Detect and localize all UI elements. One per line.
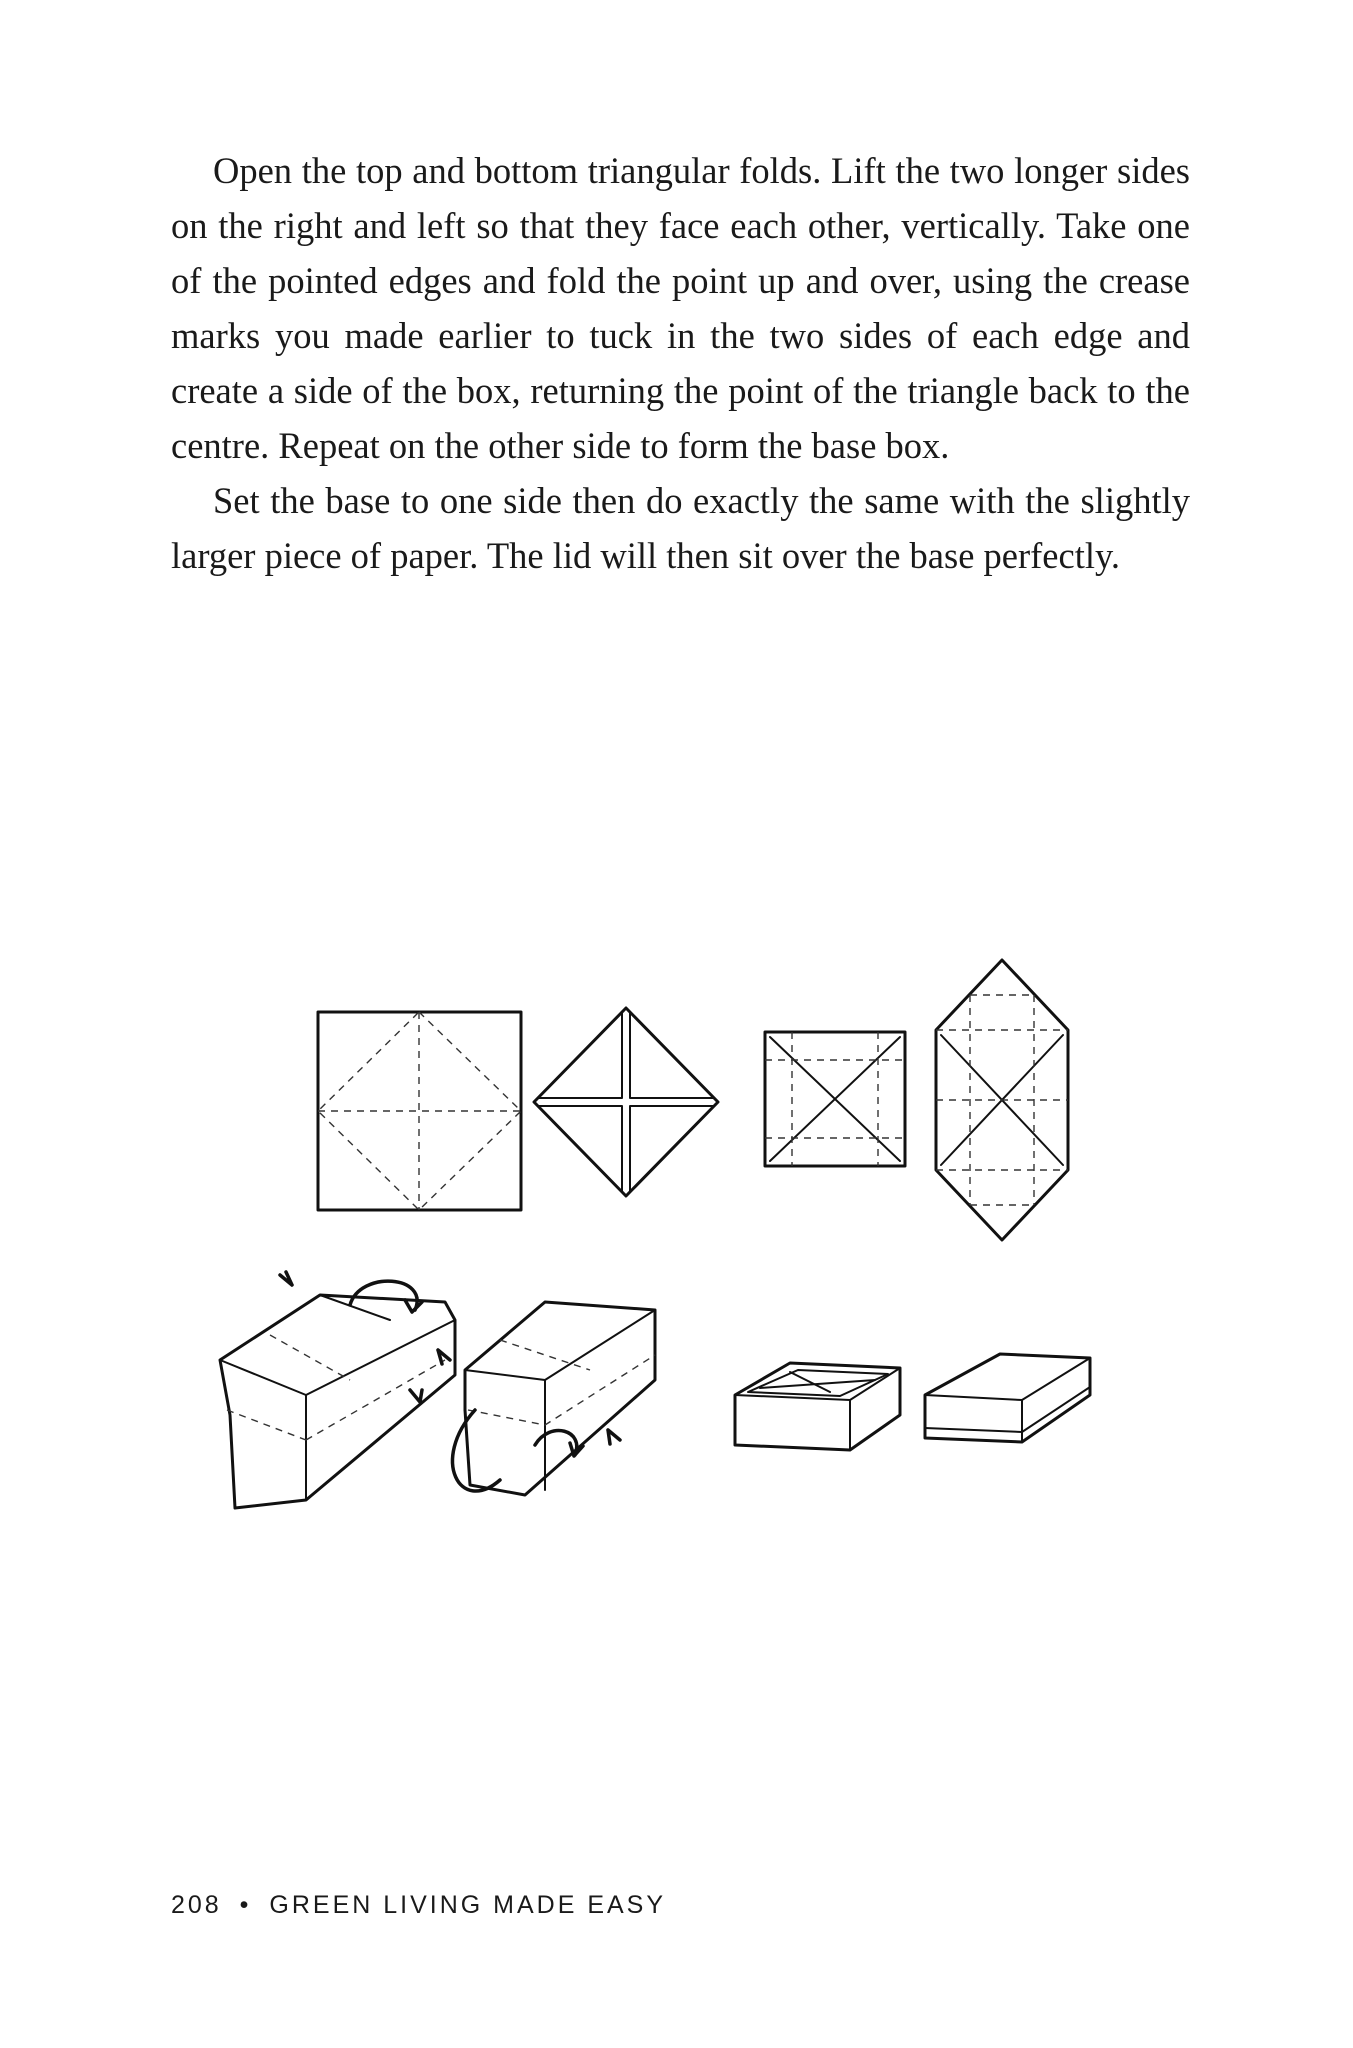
closed-box-lid-icon [925,1354,1090,1442]
square-folded-icon [765,1032,905,1166]
paragraph-2: Set the base to one side then do exactly the same with the slightly larger piece of paper. The lid will then sit over the base perfectly. [171,480,1190,576]
hexagon-folded-icon [936,960,1068,1240]
folding-illustrations [200,940,1160,1540]
diamond-fold-icon [534,1008,718,1196]
paragraph-1: Open the top and bottom triangular folds. Lift the two longer sides on the right and left so that they face each other, vertically. Take one of the pointed edges and fold the point up and over, using the crease marks you made earlier to tuck in the two sides of each edge and create a side of the box, returning the point of the triangle back to the centre. Repeat on the other side to form the base box. [171,150,1190,466]
book-title: GREEN LIVING MADE EASY [269,1891,667,1919]
page-footer [171,1891,666,1920]
footer-separator: • [239,1891,252,1919]
open-box-base-icon [735,1363,900,1450]
square-crease-icon [318,1012,521,1210]
box-tuck-icon [410,1302,655,1495]
box-side-folding-icon [220,1272,455,1508]
body-text [171,143,1190,583]
page-number: 208 [171,1891,222,1919]
